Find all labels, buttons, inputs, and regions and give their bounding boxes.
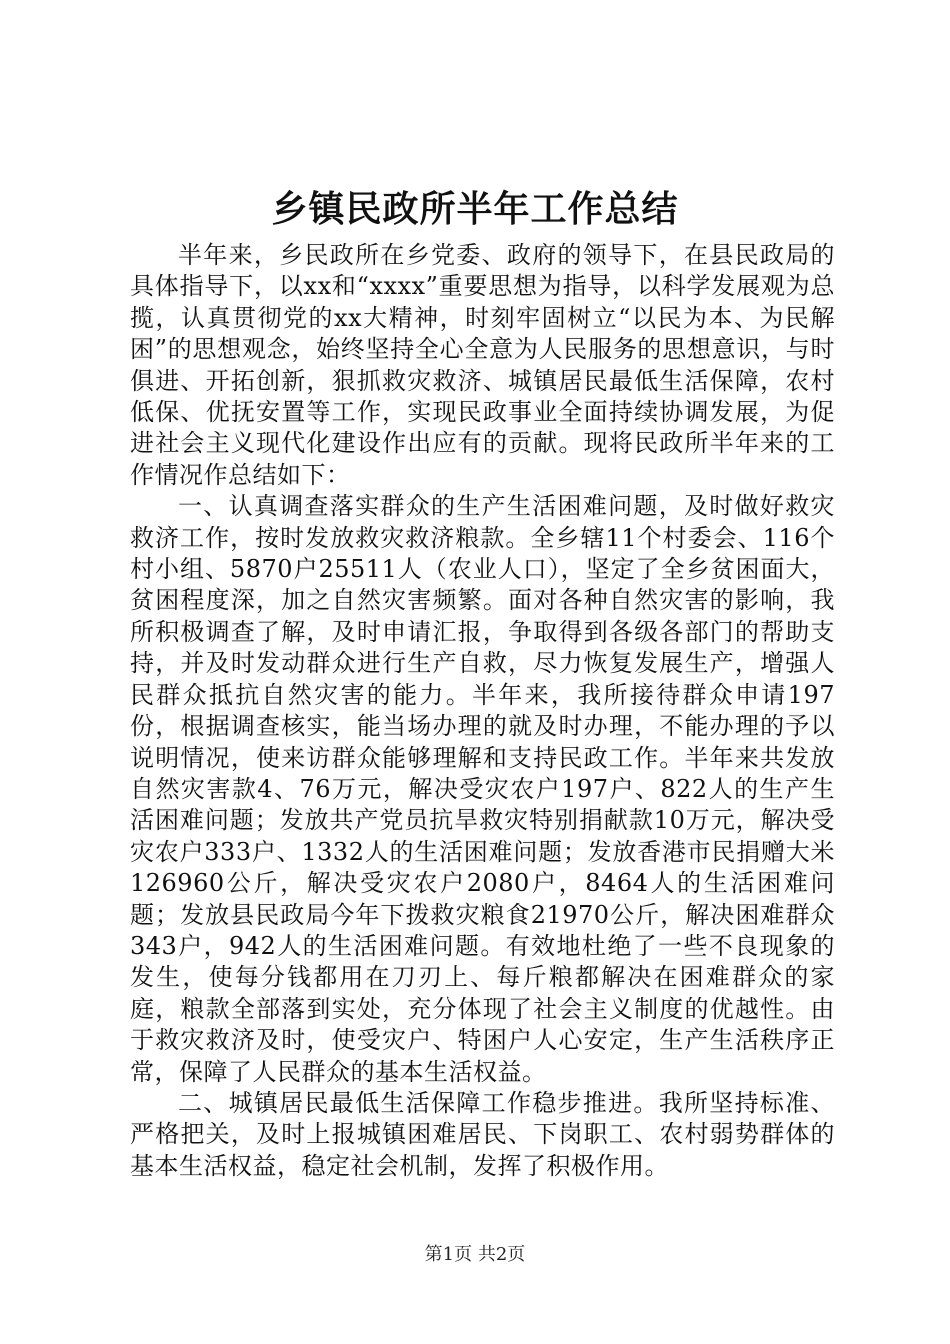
paragraph-section-2: 二、城镇居民最低生活保障工作稳步推进。我所坚持标准、严格把关，及时上报城镇困难居民、下岗职工、农村弱势群体的基本生活权益，稳定社会机制，发挥了积极作用。: [130, 1088, 835, 1180]
page-number: 第1页: [424, 1244, 478, 1265]
document-body: [130, 240, 835, 1182]
paragraph-section-1: 一、认真调查落实群众的生产生活困难问题，及时做好救灾救济工作，按时发放救灾救济粮款。全乡辖11个村委会、116个村小组、5870户25511人（农业人口），坚定了全乡贫困面大，贫困程度深，加之自然灾害频繁。面对各种自然灾害的影响，我所积极调查了解，及时申请汇报，争取得到各级各部门的帮助支持，并及时发动群众进行生产自救，尽力恢复发展生产，增强人民群众抵抗自然灾害的能力。半年来，我所接待群众申请197份，根据调查核实，能当场办理的就及时办理，不能办理的予以说明情况，使来访群众能够理解和支持民政工作。半年来共发放自然灾害款4、76万元，解决受灾农户197户、822人的生产生活困难问题；发放共产党员抗旱救灾特别捐献款10万元，解决受灾农户333户、1332人的生活困难问题；发放香港市民捐赠大米126960公斤，解决受灾农户2080户，8464人的生活困难问题；发放县民政局今年下拨救灾粮食21970公斤，解决困难群众343户，942人的生活困难问题。有效地杜绝了一些不良现象的发生，使每分钱都用在刀刃上、每斤粮都解决在困难群众的家庭，粮款全部落到实处，充分体现了社会主义制度的优越性。由于救灾救济及时，使受灾户、特困户人心安定，生产生活秩序正常，保障了人民群众的基本生活权益。: [130, 492, 835, 1086]
document-title: 乡镇民政所半年工作总结: [271, 188, 679, 230]
paragraph-intro: 半年来，乡民政所在乡党委、政府的领导下，在县民政局的具体指导下，以xx和“xxxx”重要思想为指导，以科学发展观为总揽，认真贯彻党的xx大精神，时刻牢固树立“以民为本、为民解困”的思想观念，始终坚持全心全意为人民服务的思想意识，与时俱进、开拓创新，狠抓救灾救济、城镇居民最低生活保障，农村低保、优抚安置等工作，实现民政事业全面持续协调发展，为促进社会主义现代化建设作出应有的贡献。现将民政所半年来的工作情况作总结如下：: [130, 241, 835, 489]
page-total: 共2页: [477, 1244, 526, 1265]
page-footer: [0, 1243, 950, 1267]
